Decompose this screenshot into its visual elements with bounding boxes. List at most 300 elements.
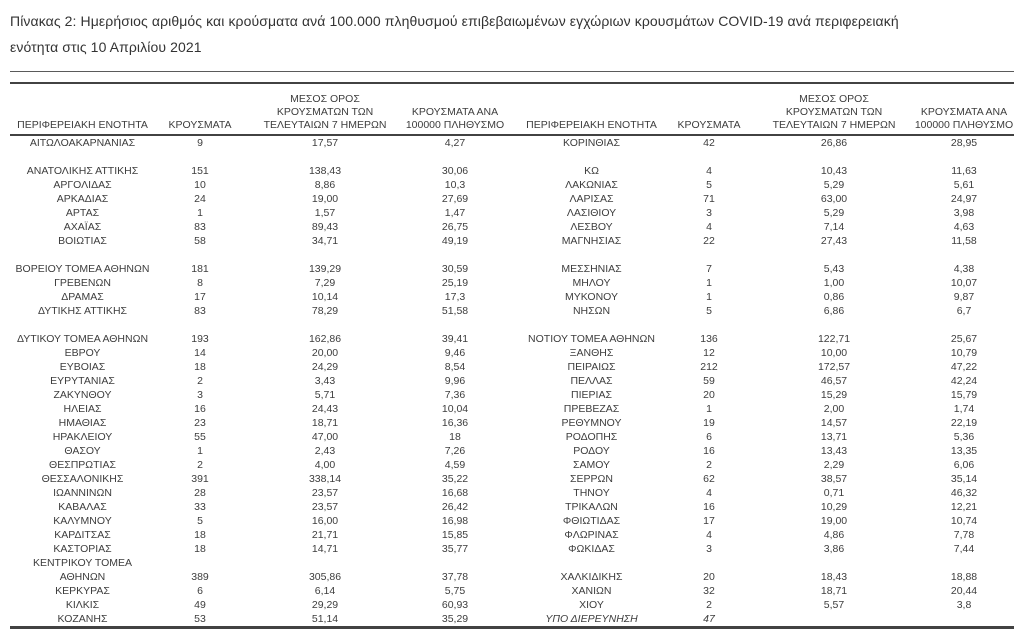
per100k-cell: 46,32 [950,487,978,499]
per100k-cell: 35,77 [441,543,469,555]
avg7-cell: 46,57 [820,375,848,387]
per100k-cell [914,556,1014,570]
region-cell: ΕΥΡΥΤΑΝΙΑΣ [50,375,115,387]
cases-cell [664,248,754,262]
table-row [10,486,1014,500]
per100k-cell: 7,26 [444,445,466,457]
region-cell: ΥΠΟ ΔΙΕΡΕΥΝΗΣΗ [545,613,638,625]
per100k-cell: 10,74 [950,515,978,527]
cases-cell: 3 [706,207,712,219]
table-row [10,290,1014,304]
avg7-cell: 0,86 [823,291,845,303]
table-row [10,135,1014,150]
region-cell: ΣΕΡΡΩΝ [570,473,613,485]
region-cell: ΜΥΚΟΝΟΥ [564,291,618,303]
header-gap [505,83,519,135]
region-cell: ΤΗΝΟΥ [573,487,610,499]
table-caption-line-1: Πίνακας 2: Ημερήσιος αριθμός και κρούσματα ανά 100.000 πληθυσμού επιβεβαιωμένων εγχώριων κρουσμάτων COVID-19 ανά περιφερειακή [10,13,899,29]
region-cell: ΚΑΣΤΟΡΙΑΣ [53,543,112,555]
avg7-cell: 63,00 [820,193,848,205]
avg7-cell: 14,71 [311,543,339,555]
per100k-cell: 1,47 [444,207,466,219]
region-cell: ΙΩΑΝΝΙΝΩΝ [53,487,112,499]
region-cell: ΘΕΣΣΑΛΟΝΙΚΗΣ [41,473,124,485]
gap-cell [505,150,519,164]
cases-cell: 33 [194,501,206,513]
per100k-cell: 16,98 [441,515,469,527]
avg7-cell: 2,00 [823,403,845,415]
header-per100k-left: ΚΡΟΥΣΜΑΤΑ ΑΝΑ 100000 ΠΛΗΘΥΣΜΟ [405,83,505,135]
region-cell [10,150,155,164]
region-cell: ΑΡΤΑΣ [65,207,100,219]
per100k-cell: 5,36 [953,431,975,443]
table-caption-line-2: ενότητα στις 10 Απριλίου 2021 [10,39,202,55]
avg7-cell: 5,43 [823,263,845,275]
avg7-cell: 34,71 [311,235,339,247]
region-cell: ΝΟΤΙΟΥ ΤΟΜΕΑ ΑΘΗΝΩΝ [528,333,655,345]
cases-cell: 4 [706,487,712,499]
gap-cell [505,262,519,276]
cases-cell: 9 [197,137,203,149]
table-row [10,514,1014,528]
region-cell: ΛΑΣΙΘΙΟΥ [566,207,617,219]
avg7-cell [245,556,405,570]
avg7-cell: 24,43 [311,403,339,415]
cases-cell: 2 [197,459,203,471]
per100k-cell: 27,69 [441,193,469,205]
cases-cell: 47 [703,613,715,625]
region-cell: ΖΑΚΥΝΘΟΥ [53,389,112,401]
avg7-cell: 27,43 [820,235,848,247]
cases-cell: 20 [703,389,715,401]
per100k-cell: 10,79 [950,347,978,359]
cases-cell: 49 [194,599,206,611]
table-row [10,556,1014,570]
cases-cell: 3 [706,543,712,555]
gap-cell [505,318,519,332]
avg7-cell: 5,57 [823,599,845,611]
per100k-cell: 51,58 [441,305,469,317]
region-cell: ΕΒΡΟΥ [64,347,101,359]
region-cell: ΝΗΣΩΝ [572,305,611,317]
per100k-cell: 11,63 [951,165,977,177]
gap-cell [505,206,519,220]
region-cell: ΠΡΕΒΕΖΑΣ [563,403,620,415]
cases-cell: 62 [703,473,715,485]
gap-cell [505,486,519,500]
cases-cell: 20 [703,571,715,583]
avg7-cell: 4,00 [314,459,336,471]
avg7-cell: 10,29 [820,501,848,513]
cases-cell: 71 [703,193,715,205]
per100k-cell: 35,14 [950,473,978,485]
region-cell [10,318,155,332]
region-cell [519,150,664,164]
cases-cell: 4 [706,165,712,177]
avg7-cell: 23,57 [311,487,339,499]
cases-cell: 5 [197,515,203,527]
cases-cell: 7 [706,263,712,275]
per100k-cell: 47,22 [950,361,978,373]
table-row [10,360,1014,374]
avg7-cell: 19,00 [820,515,848,527]
per100k-cell: 15,85 [441,529,469,541]
cases-cell: 1 [706,403,712,415]
per100k-cell: 10,3 [444,179,466,191]
gap-cell [505,332,519,346]
cases-cell: 6 [706,431,712,443]
avg7-cell: 16,00 [311,515,339,527]
avg7-cell: 172,57 [817,361,851,373]
avg7-cell: 24,29 [311,361,339,373]
region-cell: ΑΡΓΟΛΙΔΑΣ [53,179,112,191]
cases-cell: 5 [706,305,712,317]
region-cell: ΤΡΙΚΑΛΩΝ [565,501,618,513]
gap-cell [505,416,519,430]
cases-cell: 18 [194,543,206,555]
per100k-cell: 35,22 [441,473,469,485]
header-cases-right: ΚΡΟΥΣΜΑΤΑ [664,83,754,135]
region-cell: ΧΙΟΥ [579,599,604,611]
region-cell: ΛΑΚΩΝΙΑΣ [565,179,618,191]
per100k-cell: 25,67 [950,333,978,345]
avg7-cell: 1,57 [314,207,336,219]
region-cell: ΦΘΙΩΤΙΔΑΣ [562,515,621,527]
avg7-cell: 21,71 [311,529,339,541]
avg7-cell: 29,29 [311,599,339,611]
region-cell: ΚΩ [584,165,599,177]
cases-cell: 5 [706,179,712,191]
header-cases-left: ΚΡΟΥΣΜΑΤΑ [155,83,245,135]
avg7-cell: 20,00 [311,347,339,359]
per100k-cell: 12,21 [950,501,978,513]
per100k-cell: 22,19 [950,417,978,429]
cases-cell: 2 [706,459,712,471]
gap-cell [505,514,519,528]
table-row [10,416,1014,430]
per100k-cell: 35,29 [441,613,469,625]
cases-cell: 83 [194,221,206,233]
gap-cell [505,220,519,234]
table-row [10,332,1014,346]
avg7-cell: 5,71 [314,389,336,401]
table-row [10,402,1014,416]
per100k-cell: 18 [449,431,461,443]
table-row [10,220,1014,234]
region-cell [519,556,664,570]
avg7-cell: 7,29 [314,277,336,289]
per100k-cell [405,150,505,164]
per100k-cell: 28,95 [950,137,978,149]
header-per100k-right: ΚΡΟΥΣΜΑΤΑ ΑΝΑ 100000 ΠΛΗΘΥΣΜΟ [914,83,1014,135]
cases-cell [155,556,245,570]
gap-cell [505,360,519,374]
cases-cell: 2 [706,599,712,611]
region-cell: ΚΑΒΑΛΑΣ [58,501,107,513]
cases-cell [664,150,754,164]
gap-cell [505,584,519,598]
avg7-cell: 78,29 [311,305,339,317]
table-row [10,192,1014,206]
table-row [10,374,1014,388]
region-cell: ΔΥΤΙΚΟΥ ΤΟΜΕΑ ΑΘΗΝΩΝ [16,333,149,345]
gap-cell [505,402,519,416]
avg7-cell [245,318,405,332]
per100k-cell: 39,41 [441,333,469,345]
per100k-cell [914,150,1014,164]
avg7-cell: 26,86 [820,137,848,149]
table-row [10,598,1014,612]
cases-cell: 28 [194,487,206,499]
region-cell [10,248,155,262]
cases-cell: 4 [706,529,712,541]
table-row [10,388,1014,402]
region-cell: ΜΕΣΣΗΝΙΑΣ [561,263,622,275]
per100k-cell: 7,36 [444,389,466,401]
avg7-cell: 1,00 [823,277,845,289]
per100k-cell: 6,06 [953,459,975,471]
per100k-cell [914,318,1014,332]
cases-cell: 16 [703,445,715,457]
region-cell: ΚΟΡΙΝΘΙΑΣ [563,137,620,149]
per100k-cell: 20,44 [950,585,978,597]
avg7-cell: 122,71 [817,333,851,345]
gap-cell [505,178,519,192]
table-row [10,430,1014,444]
gap-cell [505,542,519,556]
header-region-right: ΠΕΡΙΦΕΡΕΙΑΚΗ ΕΝΟΤΗΤΑ [519,83,664,135]
avg7-cell: 10,14 [311,291,339,303]
table-row [10,206,1014,220]
region-cell: ΑΘΗΝΩΝ [59,571,106,583]
avg7-cell: 2,43 [314,445,336,457]
gap-cell [505,430,519,444]
region-cell: ΣΑΜΟΥ [572,459,611,471]
region-cell: ΘΑΣΟΥ [64,445,101,457]
avg7-cell: 15,29 [820,389,848,401]
region-cell: ΚΟΖΑΝΗΣ [57,613,108,625]
cases-cell: 14 [194,347,206,359]
region-cell: ΡΕΘΥΜΝΟΥ [561,417,622,429]
gap-cell [505,598,519,612]
per100k-cell: 4,27 [444,137,466,149]
gap-cell [505,135,519,150]
avg7-cell: 13,71 [820,431,848,443]
table-body [10,135,1014,628]
gap-cell [505,346,519,360]
avg7-cell: 5,29 [823,207,845,219]
cases-cell: 23 [194,417,206,429]
gap-cell [505,388,519,402]
per100k-cell: 6,7 [956,305,972,317]
avg7-cell: 338,14 [308,473,342,485]
cases-cell: 32 [703,585,715,597]
gap-cell [505,248,519,262]
region-cell: ΒΟΡΕΙΟΥ ΤΟΜΕΑ ΑΘΗΝΩΝ [15,263,150,275]
avg7-cell: 3,43 [314,375,336,387]
spacer-row [10,150,1014,164]
table-row [10,178,1014,192]
cases-cell: 59 [703,375,715,387]
gap-cell [505,472,519,486]
cases-cell [155,318,245,332]
cases-cell: 17 [703,515,715,527]
cases-cell: 391 [191,473,209,485]
region-cell: ΑΝΑΤΟΛΙΚΗΣ ΑΤΤΙΚΗΣ [26,165,139,177]
region-cell: ΜΗΛΟΥ [572,277,611,289]
covid-regional-table [10,82,1014,629]
avg7-cell [754,556,914,570]
region-cell: ΔΥΤΙΚΗΣ ΑΤΤΙΚΗΣ [37,305,128,317]
avg7-cell: 7,14 [823,221,845,233]
table-row [10,164,1014,178]
cases-cell [664,318,754,332]
cases-cell: 22 [703,235,715,247]
per100k-cell [405,556,505,570]
cases-cell: 8 [197,277,203,289]
avg7-cell: 18,43 [820,571,848,583]
region-cell: ΦΛΩΡΙΝΑΣ [564,529,619,541]
gap-cell [505,500,519,514]
cases-cell: 212 [700,361,718,373]
per100k-cell: 9,96 [444,375,466,387]
region-cell: ΡΟΔΟΥ [573,445,610,457]
avg7-cell: 23,57 [311,501,339,513]
table-header [10,83,1014,135]
avg7-cell: 5,29 [823,179,845,191]
avg7-cell: 3,86 [823,543,845,555]
region-cell: ΗΜΑΘΙΑΣ [58,417,107,429]
region-cell: ΠΕΛΛΑΣ [570,375,613,387]
region-cell: ΠΙΕΡΙΑΣ [571,389,612,401]
region-cell: ΚΕΡΚΥΡΑΣ [55,585,110,597]
table-row [10,612,1014,628]
gap-cell [505,612,519,628]
table-row [10,304,1014,318]
cases-cell: 83 [194,305,206,317]
region-cell: ΔΡΑΜΑΣ [61,291,104,303]
per100k-cell: 15,79 [950,389,978,401]
gap-cell [505,444,519,458]
gap-cell [505,164,519,178]
avg7-cell: 18,71 [820,585,848,597]
header-avg7-right: ΜΕΣΟΣ ΟΡΟΣ ΚΡΟΥΣΜΑΤΩΝ ΤΩΝ ΤΕΛΕΥΤΑΙΩΝ 7 ΗΜΕΡΩΝ [754,83,914,135]
per100k-cell: 4,63 [953,221,975,233]
header-avg7-left: ΜΕΣΟΣ ΟΡΟΣ ΚΡΟΥΣΜΑΤΩΝ ΤΩΝ ΤΕΛΕΥΤΑΙΩΝ 7 ΗΜΕΡΩΝ [245,83,405,135]
header-row [10,83,1014,135]
per100k-cell: 16,36 [441,417,469,429]
cases-cell: 58 [194,235,206,247]
region-cell: ΠΕΙΡΑΙΩΣ [567,361,616,373]
per100k-cell: 60,93 [441,599,469,611]
table-row [10,584,1014,598]
table-caption [10,8,1014,60]
region-cell: ΦΩΚΙΔΑΣ [568,543,615,555]
per100k-cell: 42,24 [950,375,978,387]
table-row [10,472,1014,486]
cases-cell: 53 [194,613,206,625]
gap-cell [505,192,519,206]
cases-cell: 136 [700,333,718,345]
per100k-cell: 10,07 [950,277,978,289]
table-row [10,570,1014,584]
cases-cell: 151 [191,165,209,177]
avg7-cell: 4,86 [823,529,845,541]
per100k-cell: 18,88 [950,571,978,583]
region-cell: ΚΙΛΚΙΣ [65,599,100,611]
region-cell: ΡΟΔΟΠΗΣ [565,431,618,443]
avg7-cell [754,318,914,332]
region-cell: ΗΛΕΙΑΣ [63,403,102,415]
per100k-cell: 49,19 [441,235,469,247]
region-cell: ΛΑΡΙΣΑΣ [569,193,614,205]
avg7-cell: 38,57 [820,473,848,485]
per100k-cell: 4,59 [444,459,466,471]
per100k-cell: 7,78 [953,529,975,541]
table-row [10,458,1014,472]
per100k-cell [914,248,1014,262]
region-cell: ΧΑΛΚΙΔΙΚΗΣ [560,571,623,583]
gap-cell [505,234,519,248]
gap-cell [505,458,519,472]
avg7-cell: 305,86 [308,571,342,583]
cases-cell: 1 [706,291,712,303]
cases-cell: 389 [191,571,209,583]
per100k-cell: 25,19 [441,277,469,289]
per100k-cell: 7,44 [953,543,975,555]
divider-line [10,71,1014,72]
per100k-cell: 30,06 [441,165,469,177]
per100k-cell [405,248,505,262]
cases-cell: 12 [703,347,715,359]
avg7-cell: 14,57 [820,417,848,429]
region-cell: ΗΡΑΚΛΕΙΟΥ [52,431,113,443]
avg7-cell [245,248,405,262]
per100k-cell: 4,38 [953,263,975,275]
region-cell: ΓΡΕΒΕΝΩΝ [54,277,111,289]
cases-cell: 181 [191,263,209,275]
region-cell: ΘΕΣΠΡΩΤΙΑΣ [49,459,116,471]
cases-cell: 19 [703,417,715,429]
region-cell: ΚΕΝΤΡΙΚΟΥ ΤΟΜΕΑ [32,557,133,569]
per100k-cell: 10,04 [441,403,469,415]
table-row [10,528,1014,542]
table-row [10,262,1014,276]
avg7-cell: 18,71 [311,417,339,429]
per100k-cell [405,318,505,332]
cases-cell: 193 [191,333,209,345]
avg7-cell: 10,00 [820,347,848,359]
region-cell: ΧΑΝΙΩΝ [571,585,612,597]
table-row [10,276,1014,290]
per100k-cell: 13,35 [950,445,978,457]
cases-cell: 10 [194,179,206,191]
spacer-row [10,318,1014,332]
avg7-cell: 0,71 [823,487,845,499]
cases-cell: 1 [197,207,203,219]
region-cell: ΚΑΡΔΙΤΣΑΣ [54,529,111,541]
region-cell: ΑΡΚΑΔΙΑΣ [56,193,109,205]
cases-cell: 18 [194,361,206,373]
table-row [10,500,1014,514]
cases-cell: 16 [194,403,206,415]
cases-cell: 4 [706,221,712,233]
gap-cell [505,374,519,388]
header-region-left: ΠΕΡΙΦΕΡΕΙΑΚΗ ΕΝΟΤΗΤΑ [10,83,155,135]
avg7-cell: 8,86 [314,179,336,191]
gap-cell [505,528,519,542]
per100k-cell: 26,75 [441,221,469,233]
